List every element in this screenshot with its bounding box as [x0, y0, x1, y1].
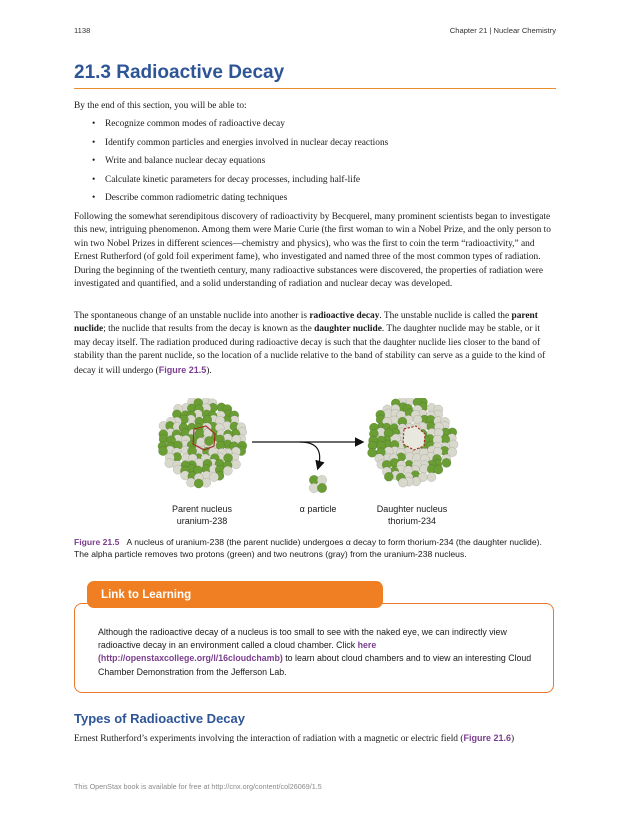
text-run: to learn about cloud chambers and to view an interesting Cloud Chamber Demonstration from the Jefferson Lab. [98, 653, 532, 677]
daughter-nucleus [368, 398, 459, 487]
cloud-chamber-link[interactable]: here (http://openstaxcollege.org/l/16cloudchamb) [98, 640, 377, 664]
text-run: ). [206, 365, 212, 376]
neutron [223, 466, 232, 475]
parent-label-line1: Parent nucleus [171, 504, 233, 514]
paragraph-decay-definition [74, 310, 558, 378]
daughter-label [362, 504, 462, 527]
chapter-header: Chapter 21 | Nuclear Chemistry [449, 26, 556, 35]
section-title: 21.3 Radioactive Decay [74, 62, 556, 89]
objective-item: • Write and balance nuclear decay equations [92, 156, 388, 175]
proton [195, 429, 204, 438]
text-run: ; the nuclide that results from the decay is known as the [103, 324, 315, 335]
figure-21-5-link[interactable]: Figure 21.5 [158, 364, 207, 375]
proton [194, 479, 203, 488]
parent-label [152, 504, 252, 527]
text-run: The spontaneous change of an unstable nuclide into another is [74, 311, 310, 321]
proton [384, 472, 393, 481]
paragraph-rutherford [74, 733, 514, 744]
neutron [398, 478, 407, 487]
term-daughter-nuclide: daughter nuclide [314, 324, 382, 335]
link-to-learning-text [98, 626, 542, 679]
alpha-label: α particle [299, 504, 337, 514]
proton [317, 483, 327, 493]
text-run: . The unstable nuclide is called the [379, 311, 512, 321]
proton [442, 458, 451, 467]
neutron [231, 460, 240, 469]
text-run: . The daughter nuclide may be stable, or it may decay itself. The radiation produced during radioactive decay is such that the daughter nuclide lies closer to the band of stability than the parent nuclide, so the location of a nuclide relative to the band of stability can serve as a guide to the kind of decay it will undergo ( [74, 324, 546, 376]
subsection-title: Types of Radioactive Decay [74, 711, 245, 726]
term-parent-nuclide: parent nuclide [74, 311, 538, 335]
objectives-list [92, 119, 388, 212]
objectives-intro: By the end of this section, you will be able to: [74, 101, 247, 111]
proton [434, 465, 443, 474]
caption-figure-ref: Figure 21.5 [74, 537, 120, 547]
neutron [165, 459, 174, 468]
daughter-label-line1: Daughter nucleus [376, 504, 448, 514]
objective-item: • Identify common particles and energies involved in nuclear decay reactions [92, 138, 388, 157]
text-run: Ernest Rutherford’s experiments involving the interaction of radiation with a magnetic or electric field ( [74, 734, 464, 744]
alpha-emission-arrow [300, 442, 320, 468]
decay-diagram [150, 398, 470, 508]
text-run: Although the radioactive decay of a nucleus is too small to see with the naked eye, we can indirectly view radioactive decay in an environment called a cloud chamber. Click [98, 627, 507, 651]
figure-21-5 [150, 398, 470, 528]
neutron [427, 472, 436, 481]
alpha-particle [309, 475, 327, 493]
figure-21-6-link[interactable]: Figure 21.6 [463, 733, 511, 743]
parent-nucleus [158, 398, 247, 488]
neutron [196, 437, 205, 446]
caption-text: A nucleus of uranium-238 (the parent nuclide) undergoes α decay to form thorium-234 (the daughter nuclide). The alpha particle removes two protons (green) and two neutrons (gray) from the uranium-238 nucleus. [74, 537, 542, 559]
proton [204, 436, 213, 445]
objective-item: • Calculate kinetic parameters for decay processes, including half-life [92, 175, 388, 194]
link-to-learning-title: Link to Learning [87, 581, 383, 608]
page-footer: This OpenStax book is available for free at http://cnx.org/content/col26069/1.5 [74, 782, 322, 791]
objective-item: • Describe common radiometric dating techniques [92, 193, 388, 212]
paragraph-history: Following the somewhat serendipitous discovery of radioactivity by Becquerel, many prominent scientists began to investigate this new, intriguing phenomenon. Among them were Marie Curie (the first woman to win a Nobel Prize, and the only person to win two Nobel Prizes in different sciences—chemistry and physics), who was the first to coin the term “radioactivity,” and Ernest Rutherford (of gold foil experiment fame), who investigated and named three of the most common types of radiation. During the beginning of the twentieth century, many radioactive substances were discovered, the properties of radiation were investigated and quantified, and a solid understanding of radiation and nuclear decay was developed. [74, 212, 551, 290]
neutron [210, 472, 219, 481]
neutron [203, 428, 212, 437]
page-number: 1138 [74, 26, 91, 35]
text-run: ) [511, 734, 515, 744]
figure-caption [74, 536, 558, 560]
parent-label-line2: uranium-238 [176, 515, 228, 526]
term-radioactive-decay: radioactive decay [309, 311, 380, 321]
objective-item: • Recognize common modes of radioactive decay [92, 119, 388, 138]
proton [158, 446, 167, 455]
daughter-label-line2: thorium-234 [387, 515, 437, 526]
